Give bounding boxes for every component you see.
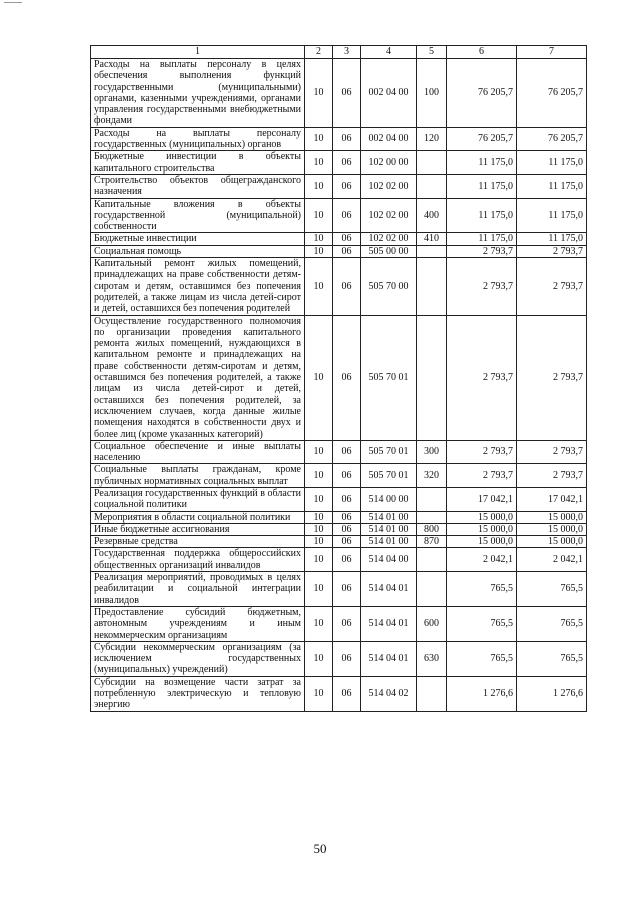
amount-cell: 2 042,1 bbox=[517, 548, 587, 572]
subsection-code-cell: 06 bbox=[333, 151, 361, 175]
target-item-code-cell: 514 00 00 bbox=[361, 487, 417, 511]
section-code-cell: 10 bbox=[305, 572, 333, 607]
row-name-cell: Расходы на выплаты персоналу в целях обеспечения выполнения функций государственными (муниципальными) органами, казенными учреждениями, органами управления государственными внебюджетными фондами bbox=[91, 59, 305, 128]
amount-cell: 2 793,7 bbox=[517, 315, 587, 440]
table-row bbox=[91, 245, 587, 257]
target-item-code-cell: 514 01 00 bbox=[361, 536, 417, 548]
amount-cell: 11 175,0 bbox=[517, 151, 587, 175]
budget-table bbox=[90, 45, 587, 712]
section-code-cell: 10 bbox=[305, 487, 333, 511]
amount-cell: 15 000,0 bbox=[447, 536, 517, 548]
header-cell: 2 bbox=[305, 46, 333, 59]
expense-type-code-cell: 630 bbox=[417, 641, 447, 676]
header-cell: 6 bbox=[447, 46, 517, 59]
table-row bbox=[91, 59, 587, 128]
subsection-code-cell: 06 bbox=[333, 127, 361, 151]
amount-cell: 76 205,7 bbox=[447, 127, 517, 151]
subsection-code-cell: 06 bbox=[333, 548, 361, 572]
target-item-code-cell: 505 70 01 bbox=[361, 440, 417, 464]
section-code-cell: 10 bbox=[305, 174, 333, 198]
row-name-cell: Капитальный ремонт жилых помещений, принадлежащих на праве собственности детям-сиротам и детям, оставшимся без попечения родителей, а также лицам из числа детей-сирот и детей, оставшихся без попечения родителей bbox=[91, 258, 305, 315]
amount-cell: 2 793,7 bbox=[517, 245, 587, 257]
table-row bbox=[91, 258, 587, 315]
expense-type-code-cell: 100 bbox=[417, 59, 447, 128]
table-row bbox=[91, 511, 587, 523]
amount-cell: 765,5 bbox=[517, 641, 587, 676]
section-code-cell: 10 bbox=[305, 641, 333, 676]
amount-cell: 2 793,7 bbox=[447, 440, 517, 464]
row-name-cell: Осуществление государственного полномочия по организации проведения капитального ремонта жилых помещений, нуждающихся в капитальном ремонте и принадлежащих на праве собственности детям-сиротам и детям, оставшимся без попечения родителей, а также лицам из числа детей-сирот и детей, оставшихся без попечения родителей, за исключением случаев, когда данные жилые помещения находятся в собственности двух и более лиц (кроме указанных категорий) bbox=[91, 315, 305, 440]
table-row bbox=[91, 151, 587, 175]
table-row bbox=[91, 315, 587, 440]
amount-cell: 11 175,0 bbox=[517, 233, 587, 245]
target-item-code-cell: 505 70 01 bbox=[361, 464, 417, 488]
subsection-code-cell: 06 bbox=[333, 487, 361, 511]
amount-cell: 1 276,6 bbox=[517, 676, 587, 711]
amount-cell: 2 793,7 bbox=[447, 258, 517, 315]
header-cell: 1 bbox=[91, 46, 305, 59]
row-name-cell: Расходы на выплаты персоналу государственных (муниципальных) органов bbox=[91, 127, 305, 151]
section-code-cell: 10 bbox=[305, 440, 333, 464]
subsection-code-cell: 06 bbox=[333, 440, 361, 464]
expense-type-code-cell bbox=[417, 258, 447, 315]
amount-cell: 765,5 bbox=[517, 572, 587, 607]
table-row bbox=[91, 523, 587, 535]
amount-cell: 11 175,0 bbox=[447, 151, 517, 175]
expense-type-code-cell: 320 bbox=[417, 464, 447, 488]
amount-cell: 15 000,0 bbox=[447, 523, 517, 535]
section-code-cell: 10 bbox=[305, 233, 333, 245]
row-name-cell: Субсидии некоммерческим организациям (за исключением государственных (муниципальных) учреждений) bbox=[91, 641, 305, 676]
header-cell: 4 bbox=[361, 46, 417, 59]
amount-cell: 11 175,0 bbox=[447, 233, 517, 245]
section-code-cell: 10 bbox=[305, 198, 333, 233]
expense-type-code-cell: 300 bbox=[417, 440, 447, 464]
amount-cell: 76 205,7 bbox=[447, 59, 517, 128]
table-row bbox=[91, 464, 587, 488]
expense-type-code-cell: 410 bbox=[417, 233, 447, 245]
subsection-code-cell: 06 bbox=[333, 315, 361, 440]
amount-cell: 765,5 bbox=[447, 641, 517, 676]
row-name-cell: Реализация государственных функций в области социальной политики bbox=[91, 487, 305, 511]
header-cell: 5 bbox=[417, 46, 447, 59]
section-code-cell: 10 bbox=[305, 258, 333, 315]
section-code-cell: 10 bbox=[305, 676, 333, 711]
table-row bbox=[91, 174, 587, 198]
row-name-cell: Строительство объектов общегражданского назначения bbox=[91, 174, 305, 198]
section-code-cell: 10 bbox=[305, 245, 333, 257]
section-code-cell: 10 bbox=[305, 606, 333, 641]
target-item-code-cell: 102 02 00 bbox=[361, 174, 417, 198]
target-item-code-cell: 102 02 00 bbox=[361, 198, 417, 233]
row-name-cell: Мероприятия в области социальной политики bbox=[91, 511, 305, 523]
amount-cell: 765,5 bbox=[517, 606, 587, 641]
amount-cell: 15 000,0 bbox=[447, 511, 517, 523]
row-name-cell: Социальные выплаты гражданам, кроме публичных нормативных социальных выплат bbox=[91, 464, 305, 488]
table-row bbox=[91, 440, 587, 464]
header-cell: 7 bbox=[517, 46, 587, 59]
amount-cell: 17 042,1 bbox=[447, 487, 517, 511]
section-code-cell: 10 bbox=[305, 464, 333, 488]
row-name-cell: Социальная помощь bbox=[91, 245, 305, 257]
target-item-code-cell: 505 70 01 bbox=[361, 315, 417, 440]
subsection-code-cell: 06 bbox=[333, 606, 361, 641]
target-item-code-cell: 102 00 00 bbox=[361, 151, 417, 175]
section-code-cell: 10 bbox=[305, 59, 333, 128]
expense-type-code-cell bbox=[417, 151, 447, 175]
amount-cell: 15 000,0 bbox=[517, 536, 587, 548]
expense-type-code-cell: 600 bbox=[417, 606, 447, 641]
expense-type-code-cell bbox=[417, 487, 447, 511]
table-body bbox=[91, 46, 587, 712]
row-name-cell: Бюджетные инвестиции в объекты капитального строительства bbox=[91, 151, 305, 175]
expense-type-code-cell: 870 bbox=[417, 536, 447, 548]
subsection-code-cell: 06 bbox=[333, 464, 361, 488]
target-item-code-cell: 505 00 00 bbox=[361, 245, 417, 257]
amount-cell: 15 000,0 bbox=[517, 511, 587, 523]
expense-type-code-cell bbox=[417, 174, 447, 198]
table-row bbox=[91, 606, 587, 641]
target-item-code-cell: 102 02 00 bbox=[361, 233, 417, 245]
subsection-code-cell: 06 bbox=[333, 174, 361, 198]
amount-cell: 11 175,0 bbox=[447, 174, 517, 198]
subsection-code-cell: 06 bbox=[333, 641, 361, 676]
subsection-code-cell: 06 bbox=[333, 523, 361, 535]
table-row bbox=[91, 536, 587, 548]
amount-cell: 765,5 bbox=[447, 572, 517, 607]
amount-cell: 2 042,1 bbox=[447, 548, 517, 572]
amount-cell: 2 793,7 bbox=[517, 258, 587, 315]
row-name-cell: Капитальные вложения в объекты государственной (муниципальной) собственности bbox=[91, 198, 305, 233]
target-item-code-cell: 505 70 00 bbox=[361, 258, 417, 315]
section-code-cell: 10 bbox=[305, 315, 333, 440]
amount-cell: 1 276,6 bbox=[447, 676, 517, 711]
target-item-code-cell: 514 04 01 bbox=[361, 606, 417, 641]
target-item-code-cell: 514 04 01 bbox=[361, 641, 417, 676]
target-item-code-cell: 514 04 01 bbox=[361, 572, 417, 607]
amount-cell: 15 000,0 bbox=[517, 523, 587, 535]
expense-type-code-cell bbox=[417, 511, 447, 523]
amount-cell: 765,5 bbox=[447, 606, 517, 641]
subsection-code-cell: 06 bbox=[333, 245, 361, 257]
table-row bbox=[91, 198, 587, 233]
target-item-code-cell: 002 04 00 bbox=[361, 127, 417, 151]
target-item-code-cell: 514 01 00 bbox=[361, 523, 417, 535]
expense-type-code-cell bbox=[417, 572, 447, 607]
amount-cell: 11 175,0 bbox=[517, 174, 587, 198]
section-code-cell: 10 bbox=[305, 548, 333, 572]
table-row bbox=[91, 233, 587, 245]
target-item-code-cell: 002 04 00 bbox=[361, 59, 417, 128]
subsection-code-cell: 06 bbox=[333, 536, 361, 548]
subsection-code-cell: 06 bbox=[333, 511, 361, 523]
row-name-cell: Иные бюджетные ассигнования bbox=[91, 523, 305, 535]
target-item-code-cell: 514 04 00 bbox=[361, 548, 417, 572]
subsection-code-cell: 06 bbox=[333, 198, 361, 233]
subsection-code-cell: 06 bbox=[333, 258, 361, 315]
table-row bbox=[91, 641, 587, 676]
section-code-cell: 10 bbox=[305, 127, 333, 151]
amount-cell: 76 205,7 bbox=[517, 127, 587, 151]
row-name-cell: Социальное обеспечение и иные выплаты населению bbox=[91, 440, 305, 464]
subsection-code-cell: 06 bbox=[333, 59, 361, 128]
amount-cell: 2 793,7 bbox=[517, 440, 587, 464]
section-code-cell: 10 bbox=[305, 511, 333, 523]
row-name-cell: Бюджетные инвестиции bbox=[91, 233, 305, 245]
table-header-row bbox=[91, 46, 587, 59]
amount-cell: 76 205,7 bbox=[517, 59, 587, 128]
subsection-code-cell: 06 bbox=[333, 676, 361, 711]
row-name-cell: Резервные средства bbox=[91, 536, 305, 548]
table-row bbox=[91, 548, 587, 572]
amount-cell: 2 793,7 bbox=[447, 315, 517, 440]
table-row bbox=[91, 127, 587, 151]
amount-cell: 17 042,1 bbox=[517, 487, 587, 511]
amount-cell: 2 793,7 bbox=[447, 464, 517, 488]
row-name-cell: Государственная поддержка общероссийских общественных организаций инвалидов bbox=[91, 548, 305, 572]
expense-type-code-cell bbox=[417, 548, 447, 572]
row-name-cell: Реализация мероприятий, проводимых в целях реабилитации и социальной интеграции инвалидов bbox=[91, 572, 305, 607]
expense-type-code-cell: 120 bbox=[417, 127, 447, 151]
scan-corner-mark bbox=[4, 2, 22, 3]
row-name-cell: Субсидии на возмещение части затрат за потребленную электрическую и тепловую энергию bbox=[91, 676, 305, 711]
target-item-code-cell: 514 04 02 bbox=[361, 676, 417, 711]
amount-cell: 11 175,0 bbox=[517, 198, 587, 233]
amount-cell: 11 175,0 bbox=[447, 198, 517, 233]
subsection-code-cell: 06 bbox=[333, 572, 361, 607]
amount-cell: 2 793,7 bbox=[517, 464, 587, 488]
expense-type-code-cell bbox=[417, 676, 447, 711]
expense-type-code-cell: 400 bbox=[417, 198, 447, 233]
section-code-cell: 10 bbox=[305, 151, 333, 175]
section-code-cell: 10 bbox=[305, 536, 333, 548]
expense-type-code-cell: 800 bbox=[417, 523, 447, 535]
section-code-cell: 10 bbox=[305, 523, 333, 535]
amount-cell: 2 793,7 bbox=[447, 245, 517, 257]
page-number: 50 bbox=[313, 841, 327, 856]
row-name-cell: Предоставление субсидий бюджетным, автономным учреждениям и иным некоммерческим организациям bbox=[91, 606, 305, 641]
table-row bbox=[91, 572, 587, 607]
target-item-code-cell: 514 01 00 bbox=[361, 511, 417, 523]
table-row bbox=[91, 487, 587, 511]
expense-type-code-cell bbox=[417, 245, 447, 257]
subsection-code-cell: 06 bbox=[333, 233, 361, 245]
header-cell: 3 bbox=[333, 46, 361, 59]
table-row bbox=[91, 676, 587, 711]
expense-type-code-cell bbox=[417, 315, 447, 440]
